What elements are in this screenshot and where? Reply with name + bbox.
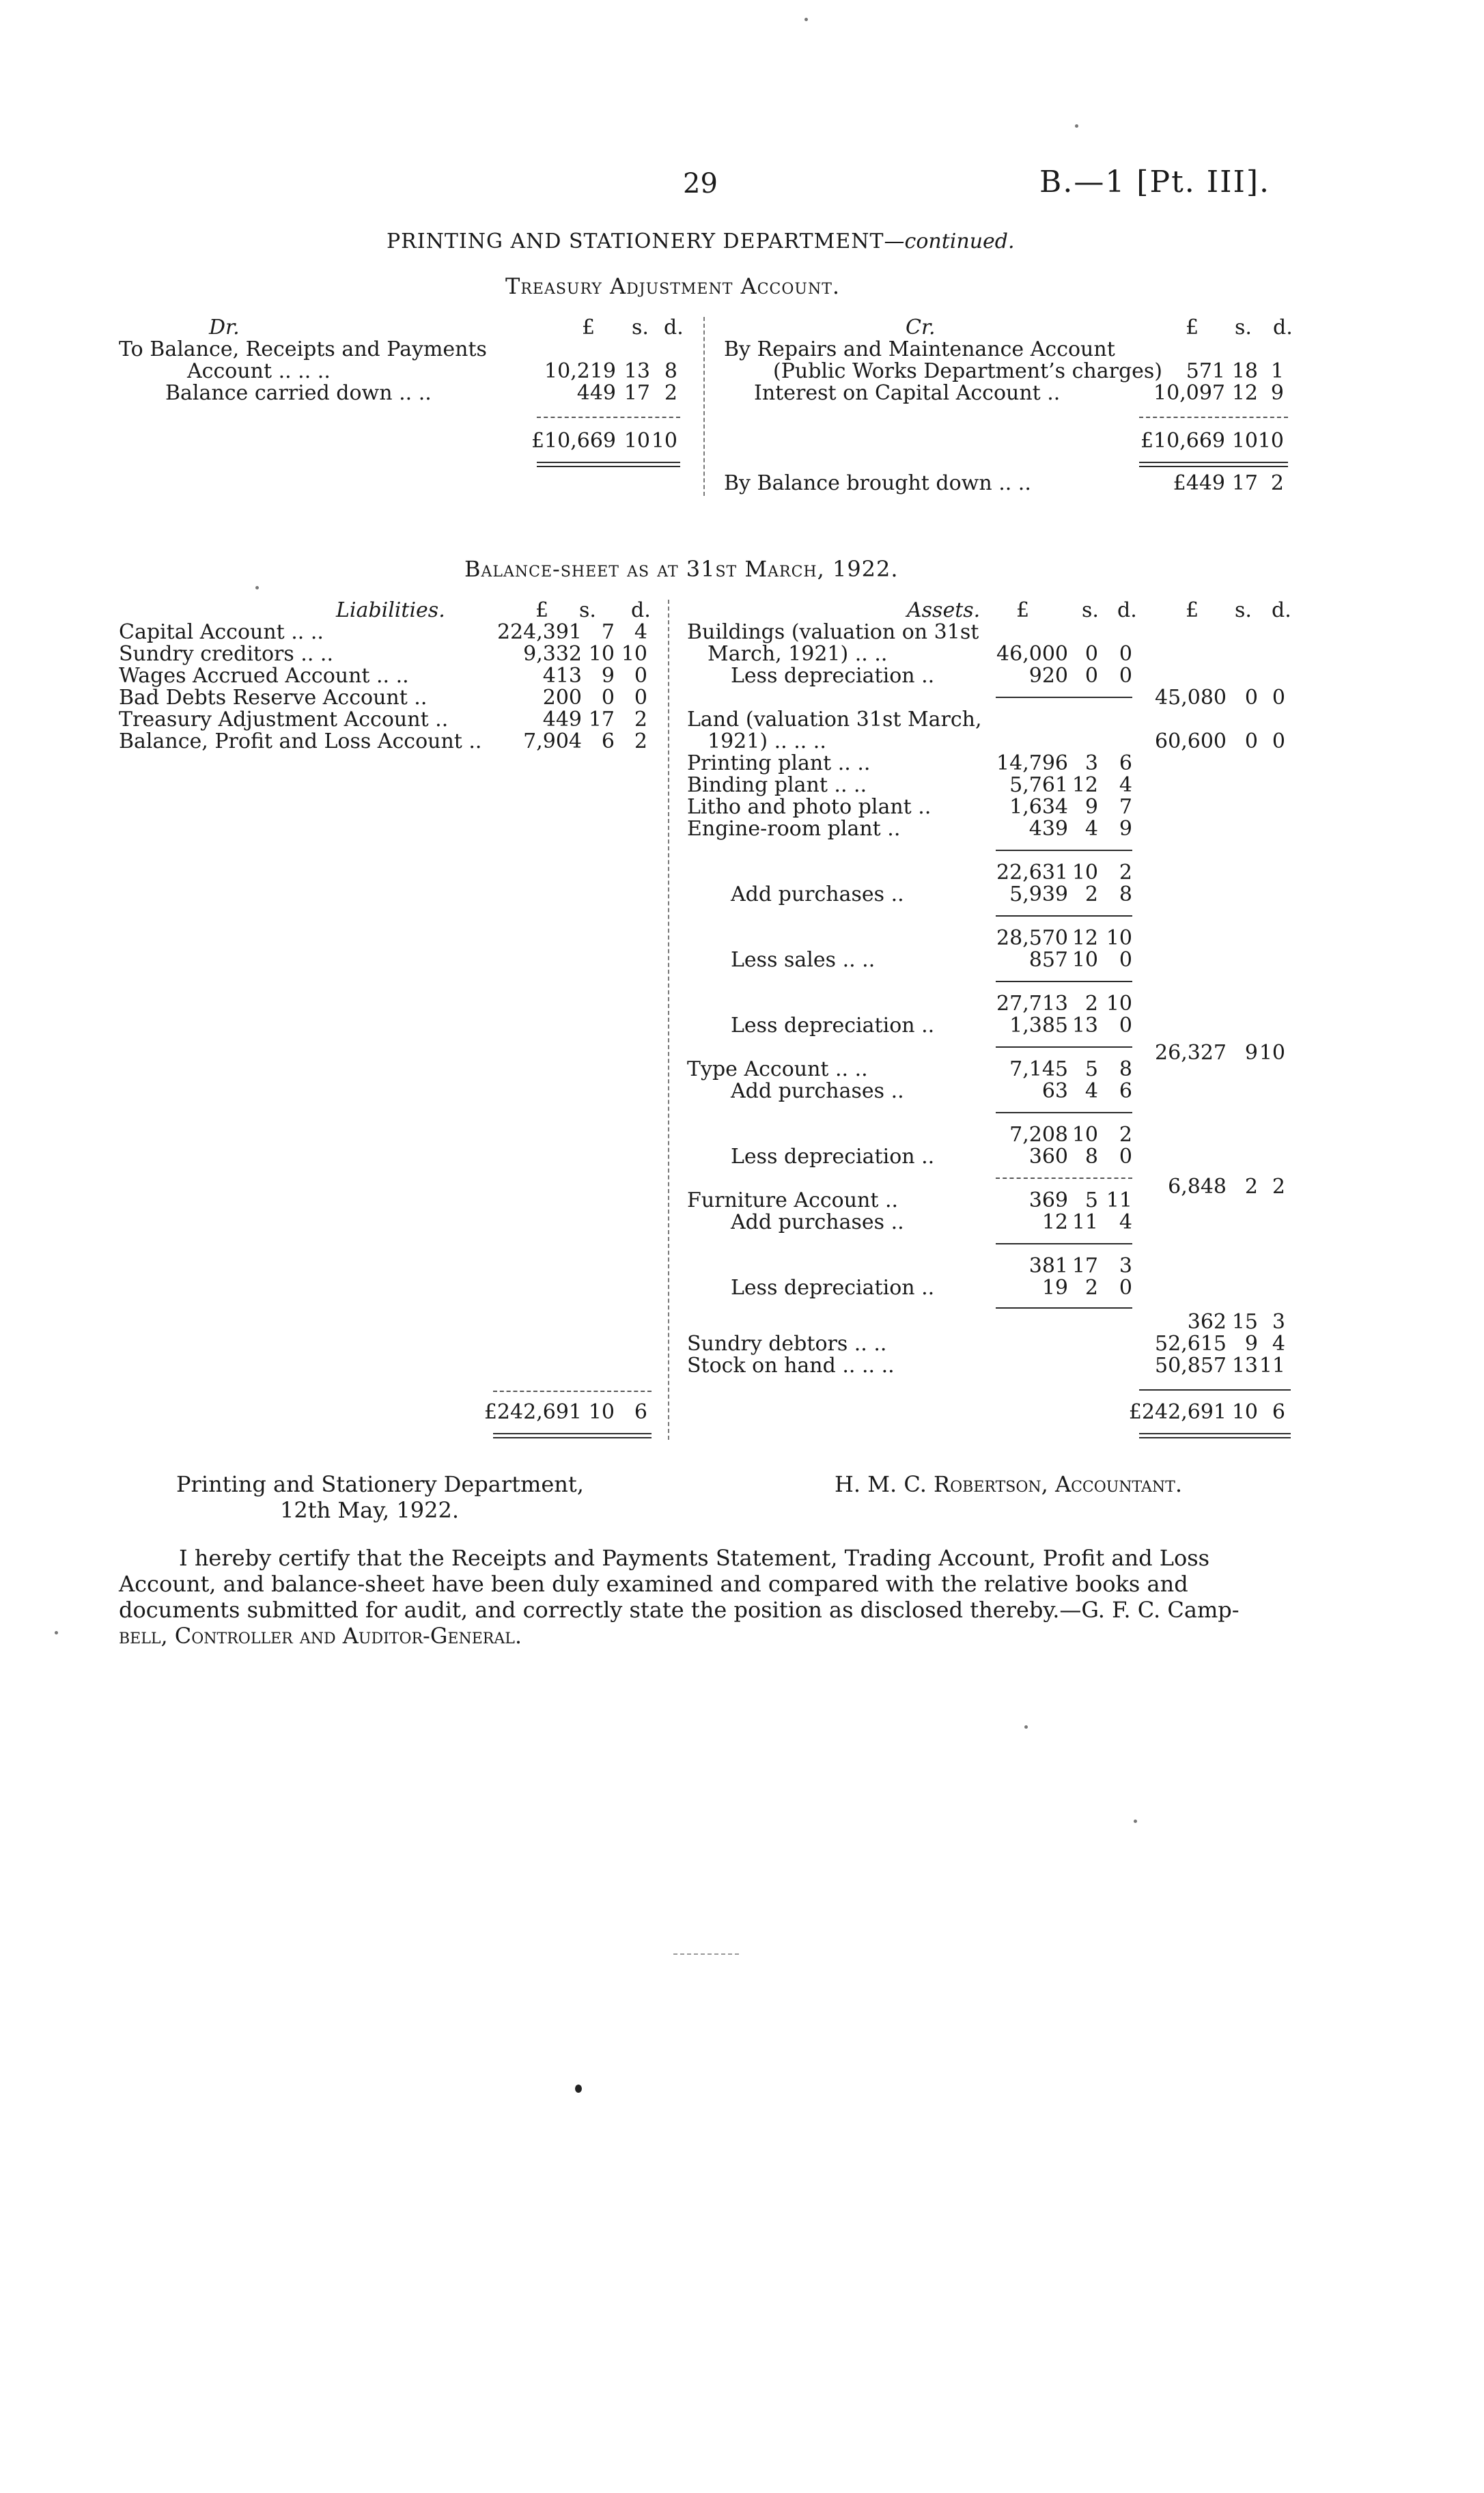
asset-buildings-net-pence: 0 <box>1272 686 1285 710</box>
liabilities-total-rule-top <box>493 1391 652 1392</box>
liability-6-label: Balance, Profit and Loss Account .. <box>119 729 482 753</box>
asset-plant-3-label: Litho and photo plant .. <box>687 795 932 819</box>
asset-plant-rule-1 <box>996 850 1132 851</box>
asset-type-dep-pounds: 360 <box>1028 1145 1068 1169</box>
liability-3-label: Wages Accrued Account .. .. <box>119 664 409 688</box>
treasury-credit-2-label: Interest on Capital Account .. <box>754 381 1061 405</box>
asset-plant-rule-4 <box>996 1046 1132 1048</box>
treasury-col-shillings-right: s. <box>1235 316 1252 339</box>
asset-furniture-pounds: 369 <box>1028 1188 1068 1212</box>
asset-plant-subtotal-pounds: 22,631 <box>996 861 1068 885</box>
asset-buildings-dep-pence: 0 <box>1119 664 1132 688</box>
asset-furniture-add-pounds: 12 <box>1041 1210 1068 1234</box>
asset-plant-net-shillings: 9 <box>1244 1041 1258 1065</box>
asset-furniture-net-shillings: 15 <box>1231 1310 1258 1334</box>
asset-type-label: Type Account .. .. <box>687 1057 868 1081</box>
asset-plant-1-label: Printing plant .. .. <box>687 751 871 775</box>
department-continued: —continued. <box>884 229 1015 253</box>
speck-1 <box>804 18 808 21</box>
asset-plant-subtotal3-pounds: 27,713 <box>996 992 1068 1016</box>
treasury-debit-total-pounds: £10,669 <box>531 429 616 453</box>
asset-plant-subtotal2-pence: 10 <box>1106 926 1132 950</box>
asset-plant-4-shillings: 4 <box>1084 817 1098 841</box>
signature-date: 12th May, 1922. <box>280 1497 459 1523</box>
liability-2-pounds: 9,332 <box>523 642 582 666</box>
asset-furniture-dep-pounds: 19 <box>1041 1276 1068 1300</box>
asset-type-subtotal-pounds: 7,208 <box>1009 1123 1068 1147</box>
asset-buildings-line2: March, 1921) .. .. <box>708 642 888 666</box>
certification-line2: Account, and balance-sheet have been duly examined and compared with the relative books and <box>119 1571 1188 1597</box>
assets-label: Assets. <box>907 598 981 622</box>
asset-furniture-dep-label: Less depreciation .. <box>731 1276 935 1300</box>
asset-buildings-pounds: 46,000 <box>996 642 1068 666</box>
asset-type-dep-shillings: 8 <box>1084 1145 1098 1169</box>
treasury-credit-total-pence: 10 <box>1257 429 1284 453</box>
treasury-credit-1-pence: 1 <box>1270 359 1284 383</box>
speck-5 <box>1024 1725 1028 1729</box>
asset-land-line2: 1921) .. .. .. <box>708 729 826 753</box>
liability-3-shillings: 9 <box>601 664 615 688</box>
asset-stock-shillings: 13 <box>1231 1354 1258 1378</box>
treasury-debit-total-shillings: 10 <box>624 429 650 453</box>
treasury-col-pounds-right: £ <box>1186 316 1199 339</box>
treasury-debit-1-line1: To Balance, Receipts and Payments <box>119 337 487 361</box>
asset-furniture-subtotal-pence: 3 <box>1119 1254 1132 1278</box>
treasury-brought-down-pence: 2 <box>1270 471 1284 495</box>
liabilities-total-rule-2 <box>493 1437 652 1438</box>
treasury-debit-total-pence: 10 <box>651 429 677 453</box>
liability-5-pence: 2 <box>634 708 647 732</box>
asset-plant-dep-shillings: 13 <box>1072 1014 1098 1037</box>
asset-plant-3-pounds: 1,634 <box>1009 795 1068 819</box>
department-title <box>387 231 1015 253</box>
speck-6 <box>1134 1820 1137 1823</box>
treasury-credit-1-line1: By Repairs and Maintenance Account <box>724 337 1115 361</box>
liability-2-shillings: 10 <box>588 642 615 666</box>
asset-plant-net-pence: 10 <box>1259 1041 1285 1065</box>
speck-2 <box>1075 124 1078 128</box>
treasury-debit-total-rule <box>537 462 680 463</box>
treasury-credit-total-pounds: £10,669 <box>1140 429 1225 453</box>
liability-1-pence: 4 <box>634 620 647 644</box>
asset-type-dep-pence: 0 <box>1119 1145 1132 1169</box>
asset-plant-4-label: Engine-room plant .. <box>687 817 901 841</box>
treasury-credit-2-shillings: 12 <box>1231 381 1258 405</box>
liabilities-total-pounds: £242,691 <box>484 1400 582 1424</box>
asset-land-net-shillings: 0 <box>1244 729 1258 753</box>
signature-accountant: H. M. C. Robertson, Accountant. <box>835 1471 1183 1497</box>
asset-furniture-add-shillings: 11 <box>1072 1210 1098 1234</box>
liabilities-label: Liabilities. <box>336 598 445 622</box>
asset-land-net-pence: 0 <box>1272 729 1285 753</box>
treasury-title: Treasury Adjustment Account. <box>505 273 841 299</box>
asset-debtors-shillings: 9 <box>1244 1332 1258 1356</box>
bs-col-pounds-assets-1: £ <box>1016 598 1030 622</box>
treasury-debit-2-label: Balance carried down .. .. <box>165 381 432 405</box>
liability-1-label: Capital Account .. .. <box>119 620 324 644</box>
asset-furniture-label: Furniture Account .. <box>687 1188 899 1212</box>
asset-plant-2-shillings: 12 <box>1072 773 1098 797</box>
asset-plant-2-pence: 4 <box>1119 773 1132 797</box>
asset-plant-sales-shillings: 10 <box>1072 948 1098 972</box>
department-title-text: PRINTING AND STATIONERY DEPARTMENT <box>387 229 884 253</box>
liability-5-pounds: 449 <box>542 708 582 732</box>
asset-plant-subtotal3-pence: 10 <box>1106 992 1132 1016</box>
asset-type-rule-2 <box>996 1178 1132 1179</box>
assets-total-pounds: £242,691 <box>1128 1400 1227 1424</box>
asset-plant-subtotal2-shillings: 12 <box>1072 926 1098 950</box>
asset-furniture-rule-2 <box>996 1307 1132 1309</box>
asset-type-add-shillings: 4 <box>1084 1079 1098 1103</box>
bs-col-pounds-assets-2: £ <box>1186 598 1199 622</box>
asset-stock-label: Stock on hand .. .. .. <box>687 1354 895 1378</box>
page-number: 29 <box>683 168 718 199</box>
treasury-credit-total-rule-2 <box>1139 466 1288 467</box>
asset-plant-3-shillings: 9 <box>1084 795 1098 819</box>
asset-plant-rule-2 <box>996 915 1132 917</box>
asset-plant-add-shillings: 2 <box>1084 882 1098 906</box>
treasury-col-pounds-left: £ <box>582 316 596 339</box>
asset-type-shillings: 5 <box>1084 1057 1098 1081</box>
liability-4-label: Bad Debts Reserve Account .. <box>119 686 428 710</box>
liability-3-pence: 0 <box>634 664 647 688</box>
dr-label: Dr. <box>209 316 240 339</box>
treasury-brought-down-label: By Balance brought down .. .. <box>724 471 1031 495</box>
treasury-debit-2-shillings: 17 <box>624 381 650 405</box>
asset-buildings-dep-label: Less depreciation .. <box>731 664 935 688</box>
treasury-col-pence-left: d. <box>664 316 684 339</box>
treasury-credit-total-rule <box>1139 462 1288 463</box>
asset-plant-dep-pounds: 1,385 <box>1009 1014 1068 1037</box>
asset-stock-pence: 11 <box>1259 1354 1285 1378</box>
treasury-brought-down-pounds: £449 <box>1173 471 1225 495</box>
treasury-debit-1-pence: 8 <box>664 359 677 383</box>
treasury-credit-2-pounds: 10,097 <box>1153 381 1225 405</box>
asset-type-net-pounds: 6,848 <box>1168 1175 1227 1199</box>
asset-plant-2-pounds: 5,761 <box>1009 773 1068 797</box>
asset-plant-net-pounds: 26,327 <box>1155 1041 1227 1065</box>
asset-debtors-pence: 4 <box>1272 1332 1285 1356</box>
liability-6-shillings: 6 <box>601 729 615 753</box>
liability-2-pence: 10 <box>621 642 647 666</box>
asset-type-add-label: Add purchases .. <box>731 1079 904 1103</box>
liability-3-pounds: 413 <box>542 664 582 688</box>
assets-total-rule <box>1139 1433 1291 1434</box>
asset-furniture-subtotal-shillings: 17 <box>1072 1254 1098 1278</box>
treasury-debit-2-pence: 2 <box>664 381 677 405</box>
asset-plant-rule-3 <box>996 981 1132 982</box>
treasury-credit-rule <box>1139 417 1288 418</box>
balance-sheet-title: Balance-sheet as at 31st March, 1922. <box>464 556 899 582</box>
liabilities-total-rule <box>493 1433 652 1434</box>
asset-debtors-pounds: 52,615 <box>1155 1332 1227 1356</box>
asset-furniture-net-pounds: 362 <box>1187 1310 1227 1334</box>
assets-total-rule-2 <box>1139 1437 1291 1438</box>
liabilities-total-shillings: 10 <box>588 1400 615 1424</box>
asset-land-line1: Land (valuation 31st March, <box>687 708 982 732</box>
asset-furniture-subtotal-pounds: 381 <box>1028 1254 1068 1278</box>
asset-type-pounds: 7,145 <box>1009 1057 1068 1081</box>
asset-type-subtotal-pence: 2 <box>1119 1123 1132 1147</box>
asset-plant-1-pounds: 14,796 <box>996 751 1068 775</box>
liability-5-label: Treasury Adjustment Account .. <box>119 708 449 732</box>
certification-line1: I hereby certify that the Receipts and Payments Statement, Trading Account, Profit and Loss <box>179 1545 1210 1571</box>
liability-6-pounds: 7,904 <box>523 729 582 753</box>
liability-4-pounds: 200 <box>542 686 582 710</box>
liabilities-total-pence: 6 <box>634 1400 647 1424</box>
asset-furniture-shillings: 5 <box>1084 1188 1098 1212</box>
asset-plant-subtotal-shillings: 10 <box>1072 861 1098 885</box>
asset-furniture-add-label: Add purchases .. <box>731 1210 904 1234</box>
asset-plant-add-pounds: 5,939 <box>1009 882 1068 906</box>
asset-plant-sales-label: Less sales .. .. <box>731 948 876 972</box>
asset-buildings-pence: 0 <box>1119 642 1132 666</box>
asset-type-add-pence: 6 <box>1119 1079 1132 1103</box>
asset-furniture-net-pence: 3 <box>1272 1310 1285 1334</box>
asset-plant-4-pounds: 439 <box>1028 817 1068 841</box>
assets-total-pence: 6 <box>1272 1400 1285 1424</box>
asset-type-rule-1 <box>996 1112 1132 1113</box>
treasury-debit-rule <box>537 417 680 418</box>
asset-buildings-shillings: 0 <box>1084 642 1098 666</box>
asset-buildings-net-pounds: 45,080 <box>1155 686 1227 710</box>
liability-1-pounds: 224,391 <box>496 620 582 644</box>
asset-plant-dep-pence: 0 <box>1119 1014 1132 1037</box>
liability-4-shillings: 0 <box>601 686 615 710</box>
asset-plant-subtotal-pence: 2 <box>1119 861 1132 885</box>
treasury-debit-total-rule-2 <box>537 466 680 467</box>
asset-type-pence: 8 <box>1119 1057 1132 1081</box>
bs-col-shillings-assets-1: s. <box>1082 598 1099 622</box>
treasury-debit-1-pounds: 10,219 <box>544 359 616 383</box>
treasury-credit-total-shillings: 10 <box>1231 429 1258 453</box>
asset-type-subtotal-shillings: 10 <box>1072 1123 1098 1147</box>
asset-buildings-dep-shillings: 0 <box>1084 664 1098 688</box>
treasury-credit-1-line2: (Public Works Department’s charges) <box>773 359 1162 383</box>
treasury-credit-2-pence: 9 <box>1270 381 1284 405</box>
asset-buildings-dep-pounds: 920 <box>1028 664 1068 688</box>
assets-total-rule-top <box>1139 1389 1291 1391</box>
certification-line3: documents submitted for audit, and correctly state the position as disclosed thereby.—G. F. C. Camp- <box>119 1597 1240 1623</box>
treasury-divider <box>703 317 705 496</box>
asset-buildings-line1: Buildings (valuation on 31st <box>687 620 979 644</box>
asset-plant-subtotal3-shillings: 2 <box>1084 992 1098 1016</box>
liability-4-pence: 0 <box>634 686 647 710</box>
treasury-debit-1-shillings: 13 <box>624 359 650 383</box>
bs-col-pence-assets-1: d. <box>1117 598 1137 622</box>
asset-furniture-add-pence: 4 <box>1119 1210 1132 1234</box>
asset-debtors-label: Sundry debtors .. .. <box>687 1332 887 1356</box>
treasury-debit-2-pounds: 449 <box>576 381 616 405</box>
liability-2-label: Sundry creditors .. .. <box>119 642 333 666</box>
bs-col-shillings-liab: s. <box>579 598 596 622</box>
asset-plant-2-label: Binding plant .. .. <box>687 773 867 797</box>
asset-plant-1-pence: 6 <box>1119 751 1132 775</box>
asset-plant-subtotal2-pounds: 28,570 <box>996 926 1068 950</box>
asset-furniture-pence: 11 <box>1106 1188 1132 1212</box>
asset-plant-sales-pounds: 857 <box>1028 948 1068 972</box>
asset-type-add-pounds: 63 <box>1041 1079 1068 1103</box>
asset-stock-pounds: 50,857 <box>1155 1354 1227 1378</box>
asset-furniture-dep-shillings: 2 <box>1084 1276 1098 1300</box>
asset-plant-sales-pence: 0 <box>1119 948 1132 972</box>
asset-furniture-dep-pence: 0 <box>1119 1276 1132 1300</box>
certification-line4: bell, Controller and Auditor-General. <box>119 1623 522 1649</box>
asset-plant-4-pence: 9 <box>1119 817 1132 841</box>
asset-plant-add-label: Add purchases .. <box>731 882 904 906</box>
asset-buildings-rule <box>996 697 1132 698</box>
asset-plant-1-shillings: 3 <box>1084 751 1098 775</box>
asset-furniture-rule-1 <box>996 1243 1132 1244</box>
liability-5-shillings: 17 <box>588 708 615 732</box>
balance-sheet-divider <box>668 600 669 1440</box>
treasury-brought-down-shillings: 17 <box>1231 471 1258 495</box>
cr-label: Cr. <box>906 316 936 339</box>
treasury-debit-1-line2: Account .. .. .. <box>187 359 331 383</box>
asset-type-net-shillings: 2 <box>1244 1175 1258 1199</box>
treasury-credit-1-shillings: 18 <box>1231 359 1258 383</box>
ink-spot <box>575 2085 582 2093</box>
treasury-credit-1-pounds: 571 <box>1186 359 1225 383</box>
asset-buildings-net-shillings: 0 <box>1244 686 1258 710</box>
speck-line <box>673 1953 739 1955</box>
speck-3 <box>255 586 259 589</box>
asset-plant-dep-label: Less depreciation .. <box>731 1014 935 1037</box>
liability-6-pence: 2 <box>634 729 647 753</box>
treasury-col-shillings-left: s. <box>632 316 649 339</box>
treasury-col-pence-right: d. <box>1273 316 1293 339</box>
bs-col-pounds-liab: £ <box>535 598 549 622</box>
bs-col-pence-liab: d. <box>631 598 651 622</box>
bs-col-shillings-assets-2: s. <box>1235 598 1252 622</box>
asset-type-net-pence: 2 <box>1272 1175 1285 1199</box>
asset-plant-3-pence: 7 <box>1119 795 1132 819</box>
assets-total-shillings: 10 <box>1231 1400 1258 1424</box>
asset-type-dep-label: Less depreciation .. <box>731 1145 935 1169</box>
asset-plant-add-pence: 8 <box>1119 882 1132 906</box>
signature-dept-line1: Printing and Stationery Department, <box>176 1471 584 1497</box>
speck-4 <box>55 1631 58 1634</box>
bs-col-pence-assets-2: d. <box>1272 598 1291 622</box>
page-reference: B.—1 [Pt. III]. <box>1039 165 1271 199</box>
asset-land-net-pounds: 60,600 <box>1155 729 1227 753</box>
liability-1-shillings: 7 <box>601 620 615 644</box>
